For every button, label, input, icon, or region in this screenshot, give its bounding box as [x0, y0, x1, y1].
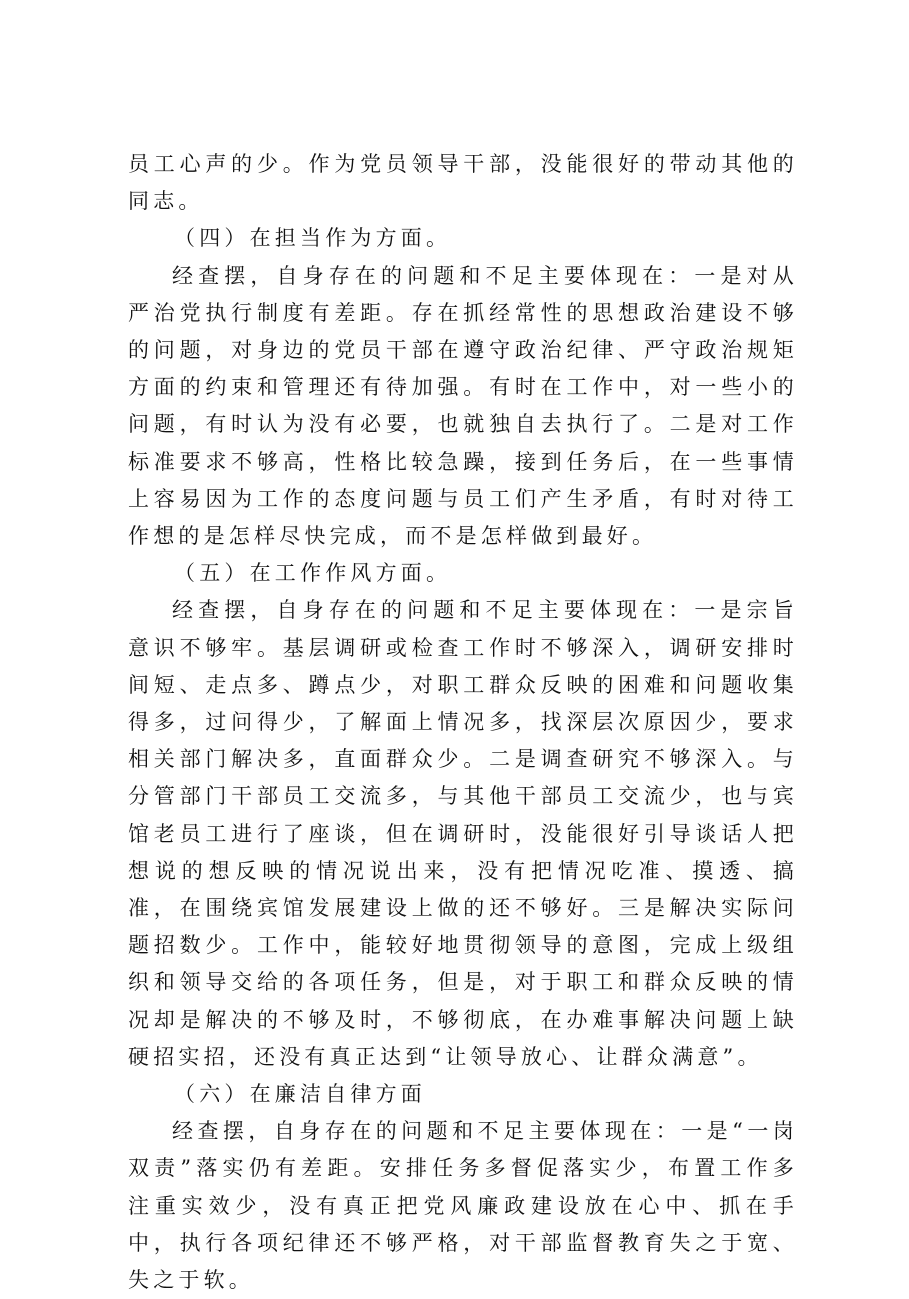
section-heading-6: （六）在廉洁自律方面 — [174, 1082, 426, 1107]
document-page — [128, 146, 798, 1299]
paragraph-section-5: 经查摆，自身存在的问题和不足主要体现在：一是宗旨意识不够牢。基层调研或检查工作时不够深入，调研安排时间短、走点多、蹲点少，对职工群众反映的困难和问题收集得多，过问得少，了解面上情况多，找深层次原因少，要求相关部门解决多，直面群众少。二是调查研究不够深入。与分管部门干部员工交流多，与其他干部员工交流少，也与宾馆老员工进行了座谈，但在调研时，没能很好引导谈话人把想说的想反映的情况说出来，没有把情况吃准、摸透、搞准，在围绕宾馆发展建设上做的还不够好。三是解决实际问题招数少。工作中，能较好地贯彻领导的意图，完成上级组织和领导交给的各项任务，但是，对于职工和群众反映的情况却是解决的不够及时，不够彻底，在办难事解决问题上缺硬招实招，还没有真正达到“让领导放心、让群众满意”。 — [128, 598, 798, 1069]
section-heading-5: （五）在工作作风方面。 — [174, 561, 452, 586]
section-heading-4: （四）在担当作为方面。 — [174, 226, 452, 251]
paragraph-continuation: 员工心声的少。作为党员领导干部，没能很好的带动其他的同志。 — [128, 152, 798, 214]
paragraph-section-6: 经查摆，自身存在的问题和不足主要体现在：一是“一岗双责”落实仍有差距。安排任务多督促落实少，布置工作多注重实效少，没有真正把党风廉政建设放在心中、抓在手中，执行各项纪律还不够严格，对干部监督教育失之于宽、失之于软。 — [128, 1119, 798, 1293]
paragraph-section-4: 经查摆，自身存在的问题和不足主要体现在：一是对从严治党执行制度有差距。存在抓经常性的思想政治建设不够的问题，对身边的党员干部在遵守政治纪律、严守政治规矩方面的约束和管理还有待加强。有时在工作中，对一些小的问题，有时认为没有必要，也就独自去执行了。二是对工作标准要求不够高，性格比较急躁，接到任务后，在一些事情上容易因为工作的态度问题与员工们产生矛盾，有时对待工作想的是怎样尽快完成，而不是怎样做到最好。 — [128, 263, 798, 549]
